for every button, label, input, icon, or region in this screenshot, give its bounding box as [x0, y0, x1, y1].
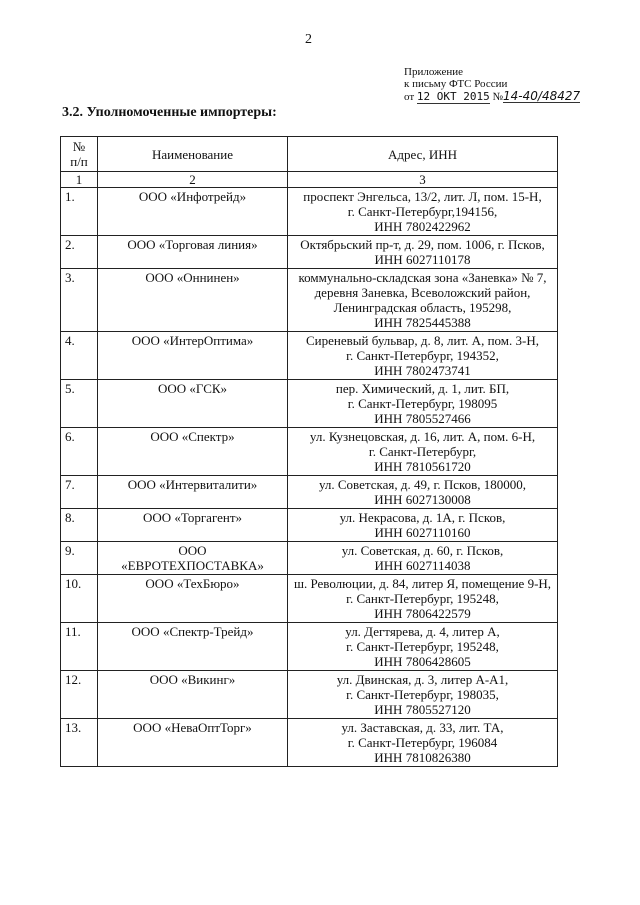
table-row [61, 332, 558, 380]
address-line: пер. Химический, д. 1, лит. БП, [335, 381, 510, 396]
company-address [288, 575, 558, 623]
table-row [61, 542, 558, 575]
table-body [61, 172, 558, 767]
address-line: ИНН 7805527466 [374, 411, 471, 426]
table-header-row [61, 137, 558, 172]
address-line: г. Санкт-Петербург, 198035, [346, 687, 499, 702]
company-name: ООО «ТехБюро» [98, 575, 288, 623]
row-number: 3. [61, 269, 98, 332]
address-line: г. Санкт-Петербург, 195248, [346, 639, 499, 654]
address-line: ИНН 6027110178 [374, 252, 471, 267]
company-name: ООО «Оннинен» [98, 269, 288, 332]
company-address [288, 188, 558, 236]
address-line: г. Санкт-Петербург,194156, [347, 204, 498, 219]
company-address [288, 236, 558, 269]
index-cell: 3 [288, 172, 558, 188]
row-number: 1. [61, 188, 98, 236]
row-number: 10. [61, 575, 98, 623]
letter-number: 14-40/48427 [503, 89, 581, 103]
address-line: ул. Советская, д. 60, г. Псков, [341, 543, 504, 558]
appendix-letter-ref: к письму ФТС России [404, 78, 508, 90]
address-line: ИНН 7825445388 [374, 315, 471, 330]
row-number: 5. [61, 380, 98, 428]
row-number: 6. [61, 428, 98, 476]
index-cell: 1 [61, 172, 98, 188]
row-number: 4. [61, 332, 98, 380]
header-num: № п/п [61, 137, 98, 172]
number-prefix: № [492, 91, 504, 103]
address-line: ИНН 7810561720 [374, 459, 471, 474]
company-address [288, 380, 558, 428]
table-row [61, 509, 558, 542]
company-address [288, 269, 558, 332]
table-row [61, 719, 558, 767]
row-number: 12. [61, 671, 98, 719]
address-line: ул. Некрасова, д. 1А, г. Псков, [339, 510, 506, 525]
company-address [288, 509, 558, 542]
address-line: г. Санкт-Петербург, 194352, [346, 348, 499, 363]
address-line: ИНН 7805527120 [374, 702, 471, 717]
company-name: ООО «Торгагент» [98, 509, 288, 542]
date-stamp: 12 ОКТ 2015 [416, 90, 490, 103]
address-line: ул. Дегтярева, д. 4, литер А, [345, 624, 500, 639]
section-title: 3.2. Уполномоченные импортеры: [62, 105, 277, 120]
address-line: ИНН 6027110160 [374, 525, 471, 540]
address-line: ул. Кузнецовская, д. 16, лит. А, пом. 6-Н, [309, 429, 536, 444]
address-line: коммунально-складская зона «Заневка» № 7, [298, 270, 547, 285]
appendix-label: Приложение [404, 66, 464, 78]
appendix-date-number [404, 90, 580, 104]
company-address [288, 719, 558, 767]
column-index-row [61, 172, 558, 188]
address-line: ИНН 7802473741 [374, 363, 471, 378]
company-name: ООО «Инфотрейд» [98, 188, 288, 236]
address-line: г. Санкт-Петербург, [368, 444, 477, 459]
row-number: 9. [61, 542, 98, 575]
address-line: Октябрьский пр-т, д. 29, пом. 1006, г. Псков, [300, 237, 545, 252]
company-address [288, 332, 558, 380]
company-address [288, 671, 558, 719]
header-address: Адрес, ИНН [288, 137, 558, 172]
page-number: 2 [305, 32, 312, 47]
address-line: Сиреневый бульвар, д. 8, лит. А, пом. 3-Н, [306, 333, 539, 348]
address-line: г. Санкт-Петербург, 196084 [347, 735, 498, 750]
company-name: ООО «ЕВРОТЕХПОСТАВКА» [98, 542, 288, 575]
table-row [61, 236, 558, 269]
header-name: Наименование [98, 137, 288, 172]
address-line: Ленинградская область, 195298, [333, 300, 512, 315]
company-name: ООО «ИнтерОптима» [98, 332, 288, 380]
address-line: ул. Двинская, д. 3, литер А-А1, [336, 672, 509, 687]
address-line: ИНН 6027114038 [374, 558, 471, 573]
table-row [61, 428, 558, 476]
table-row [61, 476, 558, 509]
table-row [61, 269, 558, 332]
address-line: проспект Энгельса, 13/2, лит. Л, пом. 15-Н, [303, 189, 542, 204]
table-row [61, 671, 558, 719]
address-line: ИНН 7806428605 [374, 654, 471, 669]
address-line: ул. Заставская, д. 33, лит. ТА, [341, 720, 504, 735]
company-address [288, 542, 558, 575]
address-line: г. Санкт-Петербург, 198095 [347, 396, 498, 411]
row-number: 13. [61, 719, 98, 767]
company-address [288, 623, 558, 671]
importers-table [60, 136, 558, 767]
company-name: ООО «НеваОптТорг» [98, 719, 288, 767]
index-cell: 2 [98, 172, 288, 188]
appendix-block [404, 66, 580, 104]
company-address [288, 428, 558, 476]
company-name: ООО «Спектр-Трейд» [98, 623, 288, 671]
company-name: ООО «Торговая линия» [98, 236, 288, 269]
date-prefix: от [404, 91, 415, 103]
address-line: ИНН 7806422579 [374, 606, 471, 621]
company-name: ООО «Интервиталити» [98, 476, 288, 509]
address-line: деревня Заневка, Всеволожский район, [314, 285, 531, 300]
table-row [61, 575, 558, 623]
table-row [61, 623, 558, 671]
address-line: г. Санкт-Петербург, 195248, [346, 591, 499, 606]
address-line: ИНН 7810826380 [374, 750, 471, 765]
row-number: 8. [61, 509, 98, 542]
row-number: 2. [61, 236, 98, 269]
address-line: ул. Советская, д. 49, г. Псков, 180000, [318, 477, 527, 492]
company-address [288, 476, 558, 509]
company-name: ООО «ГСК» [98, 380, 288, 428]
table-row [61, 380, 558, 428]
table-row [61, 188, 558, 236]
address-line: ИНН 7802422962 [374, 219, 471, 234]
row-number: 7. [61, 476, 98, 509]
company-name: ООО «Спектр» [98, 428, 288, 476]
row-number: 11. [61, 623, 98, 671]
company-name: ООО «Викинг» [98, 671, 288, 719]
address-line: ИНН 6027130008 [374, 492, 471, 507]
address-line: ш. Революции, д. 84, литер Я, помещение 9-Н, [293, 576, 552, 591]
